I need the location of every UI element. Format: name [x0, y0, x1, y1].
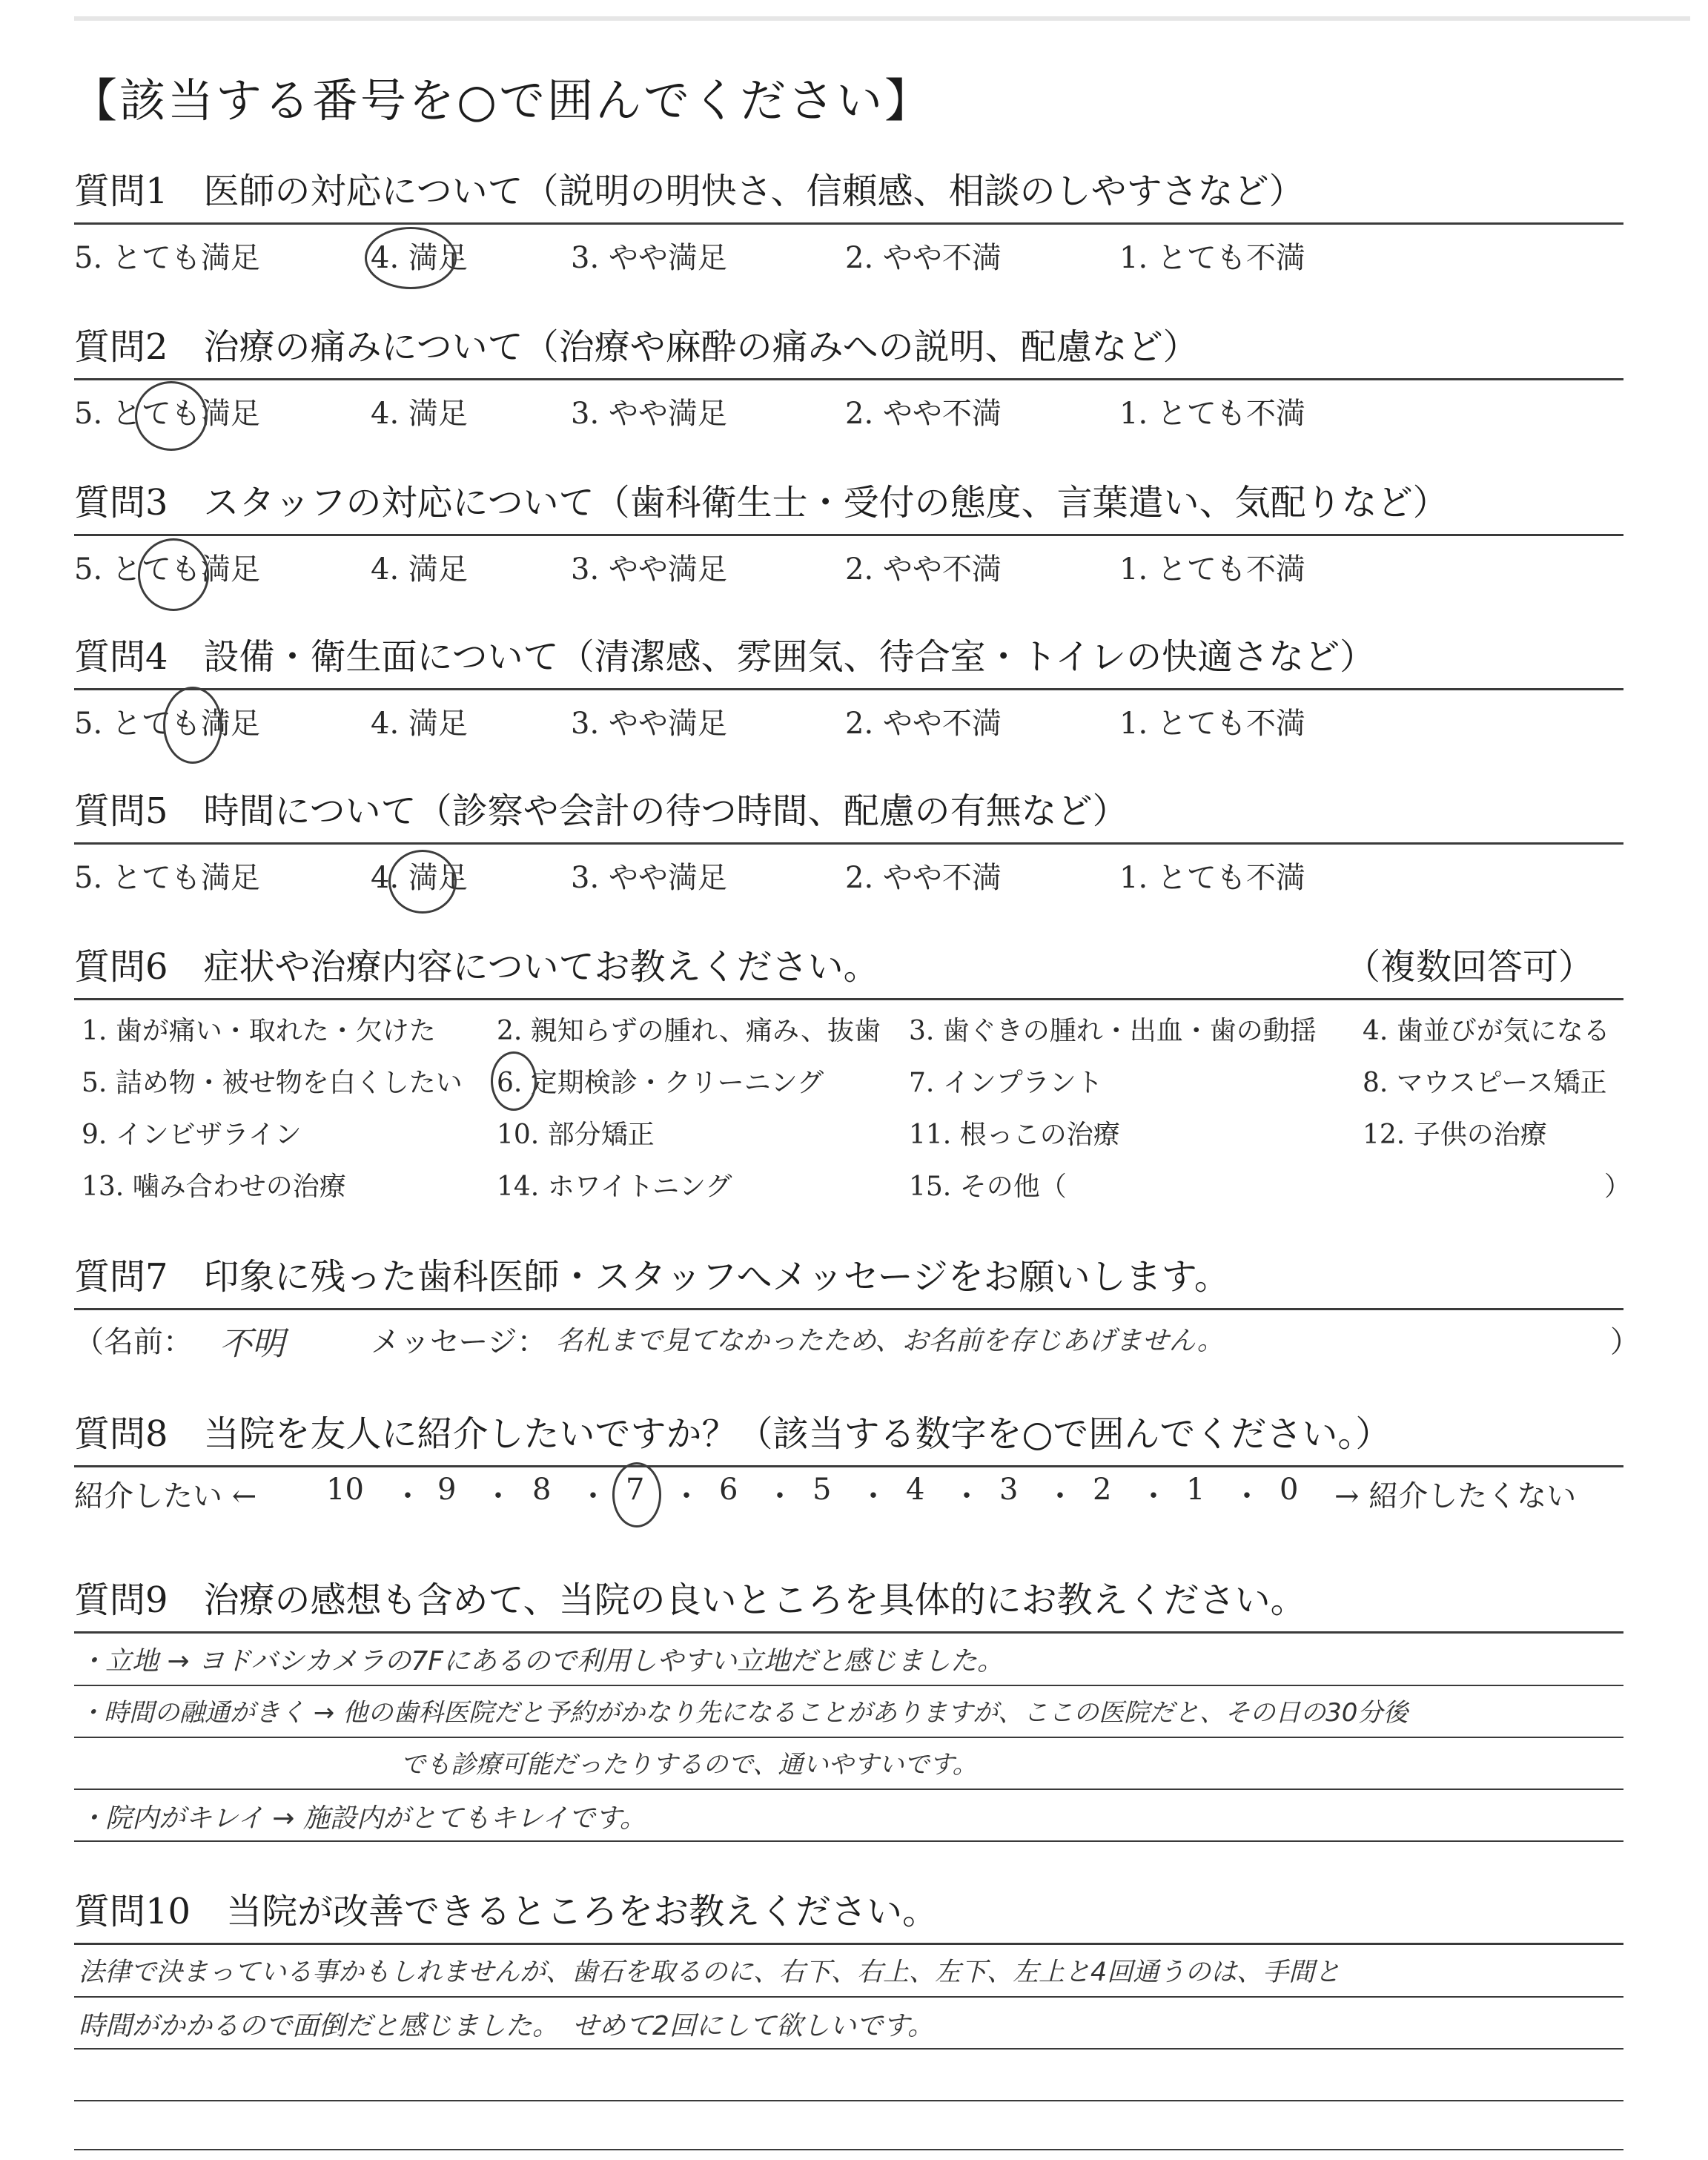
option-5[interactable]: 5. とても満足	[74, 241, 260, 275]
question-3-rule	[74, 534, 1623, 536]
selection-circle	[612, 1462, 661, 1527]
option-1[interactable]: 1. とても不満	[1119, 861, 1305, 895]
q6-option[interactable]: 5. 詰め物・被せ物を白くしたい	[82, 1068, 463, 1098]
q6-option[interactable]: 6. 定期検診・クリーニング	[497, 1068, 824, 1098]
question-2-title: 質問2 治療の痛みについて（治療や麻酔の痛みへの説明、配慮など）	[74, 326, 1199, 368]
selection-circle	[365, 227, 457, 289]
selection-circle	[138, 538, 209, 611]
q9-answer-line[interactable]: ・立地 → ヨドバシカメラの7Fにあるので利用しやすい立地だと感じました。	[79, 1646, 1004, 1677]
selection-circle	[163, 687, 222, 764]
scale-sep: ・	[483, 1479, 513, 1513]
option-5[interactable]: 5. とても満足	[74, 707, 260, 741]
question-9	[74, 1578, 1623, 1834]
scale-6[interactable]: 6	[719, 1473, 738, 1507]
q6-option[interactable]: 3. 歯ぐきの腫れ・出血・歯の動揺	[909, 1016, 1317, 1046]
q6-option[interactable]: 9. インビザライン	[82, 1120, 302, 1150]
option-5[interactable]: 5. とても満足	[74, 552, 260, 587]
option-1[interactable]: 1. とても不満	[1119, 241, 1305, 275]
scale-sep: ・	[765, 1479, 795, 1513]
question-5-rule	[74, 842, 1623, 845]
scale-5[interactable]: 5	[812, 1473, 832, 1507]
scale-0[interactable]: 0	[1280, 1473, 1299, 1507]
question-8	[74, 1412, 1623, 1513]
question-8-title: 質問8 当院を友人に紹介したいですか？（該当する数字を○で囲んでください。）	[74, 1413, 1391, 1455]
scale-left-label: 紹介したい ←	[74, 1479, 257, 1513]
answer-line	[74, 1685, 1623, 1686]
scale-sep: ・	[1045, 1479, 1075, 1513]
question-1	[74, 169, 1623, 275]
scale-sep: ・	[1232, 1479, 1262, 1513]
q10-answer-line[interactable]: 法律で決まっている事かもしれませんが、歯石を取るのに、右下、右上、左下、左上と4回通うのは、手間と	[79, 1958, 1341, 1987]
scale-sep: ・	[672, 1479, 701, 1513]
question-4-title: 質問4 設備・衛生面について（清潔感、雰囲気、待合室・トイレの快適さなど）	[74, 636, 1376, 678]
answer-line	[74, 1840, 1623, 1842]
q6-option[interactable]: 15. その他（	[909, 1172, 1067, 1202]
question-3	[74, 480, 1623, 587]
option-3[interactable]: 3. やや満足	[571, 707, 727, 741]
q9-answer-line[interactable]: ・時間の融通がきく → 他の歯科医院だと予約がかなり先になることがありますが、ここの医院だと、その日の30分後	[79, 1698, 1409, 1728]
scale-9[interactable]: 9	[437, 1473, 457, 1507]
question-7-rule	[74, 1308, 1623, 1310]
question-2-options	[74, 390, 1623, 435]
answer-line	[74, 1943, 1623, 1945]
q10-answer-line[interactable]: 時間がかかるので面倒だと感じました。 せめて2回にして欲しいです。	[79, 2011, 935, 2041]
scale-7[interactable]: 7	[626, 1473, 645, 1507]
message-label: メッセージ：	[371, 1325, 547, 1359]
answer-line	[74, 2048, 1623, 2050]
selection-circle	[388, 850, 457, 914]
q6-option[interactable]: 12. 子供の治療	[1363, 1120, 1547, 1150]
q6-option[interactable]: 10. 部分矯正	[497, 1120, 655, 1150]
scale-sep: ・	[578, 1479, 608, 1513]
scale-1[interactable]: 1	[1186, 1473, 1205, 1507]
option-2[interactable]: 2. やや不満	[845, 241, 1002, 275]
option-2[interactable]: 2. やや不満	[845, 552, 1002, 587]
q6-option[interactable]: 8. マウスピース矯正	[1363, 1068, 1607, 1098]
question-4	[74, 635, 1623, 741]
question-7-title: 質問7 印象に残った歯科医師・スタッフへメッセージをお願いします。	[74, 1256, 1230, 1298]
question-9-title: 質問9 治療の感想も含めて、当院の良いところを具体的にお教えください。	[74, 1579, 1306, 1621]
option-1[interactable]: 1. とても不満	[1119, 552, 1305, 587]
scale-sep: ・	[858, 1479, 888, 1513]
scale-10[interactable]: 10	[326, 1473, 364, 1507]
question-2-rule	[74, 378, 1623, 380]
scale-3[interactable]: 3	[999, 1473, 1019, 1507]
top-scan-line	[74, 16, 1690, 21]
question-4-options	[74, 700, 1623, 744]
scale-4[interactable]: 4	[906, 1473, 925, 1507]
question-3-title: 質問3 スタッフの対応について（歯科衛生士・受付の態度、言葉遣い、気配りなど）	[74, 482, 1449, 524]
question-5-title: 質問5 時間について（診察や会計の待つ時間、配慮の有無など）	[74, 790, 1128, 832]
question-7	[74, 1255, 1640, 1363]
q6-option[interactable]: 13. 噛み合わせの治療	[82, 1172, 346, 1202]
question-5-options	[74, 854, 1623, 899]
name-label: （名前：	[74, 1325, 193, 1359]
q6-option[interactable]: 2. 親知らずの腫れ、痛み、抜歯	[497, 1016, 881, 1046]
question-6-note: （複数回答可）	[1344, 946, 1594, 988]
scale-sep: ・	[393, 1479, 423, 1513]
question-6-title: 質問6 症状や治療内容についてお教えください。	[74, 946, 879, 988]
question-6	[74, 945, 1632, 1202]
page-heading: 【該当する番号を○で囲んでください】	[71, 73, 933, 128]
option-3[interactable]: 3. やや満足	[571, 241, 727, 275]
option-3[interactable]: 3. やや満足	[571, 397, 727, 431]
answer-line	[74, 1996, 1623, 1998]
q6-other-close: ）	[1604, 1172, 1632, 1202]
q9-answer-line[interactable]: でも診療可能だったりするので、通いやすいです。	[400, 1750, 978, 1780]
option-4[interactable]: 4. 満足	[371, 552, 468, 587]
option-2[interactable]: 2. やや不満	[845, 707, 1002, 741]
message-value[interactable]: 名札まで見てなかったため、お名前を存じあげません。	[556, 1326, 1224, 1356]
scale-sep: ・	[1139, 1479, 1168, 1513]
answer-line	[74, 2149, 1623, 2150]
question-1-rule	[74, 222, 1623, 225]
question-6-rule	[74, 998, 1623, 1000]
option-2[interactable]: 2. やや不満	[845, 397, 1002, 431]
option-1[interactable]: 1. とても不満	[1119, 707, 1305, 741]
option-3[interactable]: 3. やや満足	[571, 861, 727, 895]
scale-sep: ・	[952, 1479, 982, 1513]
option-5[interactable]: 5. とても満足	[74, 397, 260, 431]
name-value[interactable]: 不明	[219, 1325, 285, 1363]
question-10	[74, 1889, 1623, 2041]
option-4[interactable]: 4. 満足	[371, 861, 468, 895]
question-10-title: 質問10 当院が改善できるところをお教えください。	[74, 1891, 939, 1932]
option-4[interactable]: 4. 満足	[371, 707, 468, 741]
q6-option[interactable]: 4. 歯並びが気になる	[1363, 1016, 1610, 1046]
option-1[interactable]: 1. とても不満	[1119, 397, 1305, 431]
answer-line	[74, 2100, 1623, 2101]
question-5	[74, 789, 1623, 895]
option-5[interactable]: 5. とても満足	[74, 861, 260, 895]
scale-right-label: → 紹介したくない	[1334, 1479, 1577, 1513]
q6-option[interactable]: 1. 歯が痛い・取れた・欠けた	[82, 1016, 436, 1046]
question-1-options	[74, 234, 1623, 279]
answer-line	[74, 1737, 1623, 1738]
question-3-options	[74, 546, 1623, 590]
selection-circle	[491, 1051, 537, 1111]
question-6-options	[82, 1010, 1632, 1232]
question-8-rule	[74, 1465, 1623, 1467]
q9-answer-line[interactable]: ・院内がキレイ → 施設内がとてもキレイです。	[79, 1803, 646, 1834]
option-3[interactable]: 3. やや満足	[571, 552, 727, 587]
option-4[interactable]: 4. 満足	[371, 397, 468, 431]
q6-option[interactable]: 14. ホワイトニング	[497, 1172, 732, 1202]
question-1-title: 質問1 医師の対応について（説明の明快さ、信頼感、相談のしやすさなど）	[74, 171, 1305, 212]
option-2[interactable]: 2. やや不満	[845, 861, 1002, 895]
q6-option[interactable]: 11. 根っこの治療	[909, 1120, 1120, 1150]
q6-option[interactable]: 7. インプラント	[909, 1068, 1103, 1098]
scale-2[interactable]: 2	[1093, 1473, 1112, 1507]
scale-8[interactable]: 8	[532, 1473, 552, 1507]
selection-circle	[135, 381, 208, 451]
message-close: ）	[1610, 1325, 1640, 1359]
answer-line	[74, 1631, 1623, 1634]
option-4[interactable]: 4. 満足	[371, 241, 468, 275]
question-2	[74, 325, 1623, 431]
answer-line	[74, 1789, 1623, 1790]
question-4-rule	[74, 688, 1623, 690]
